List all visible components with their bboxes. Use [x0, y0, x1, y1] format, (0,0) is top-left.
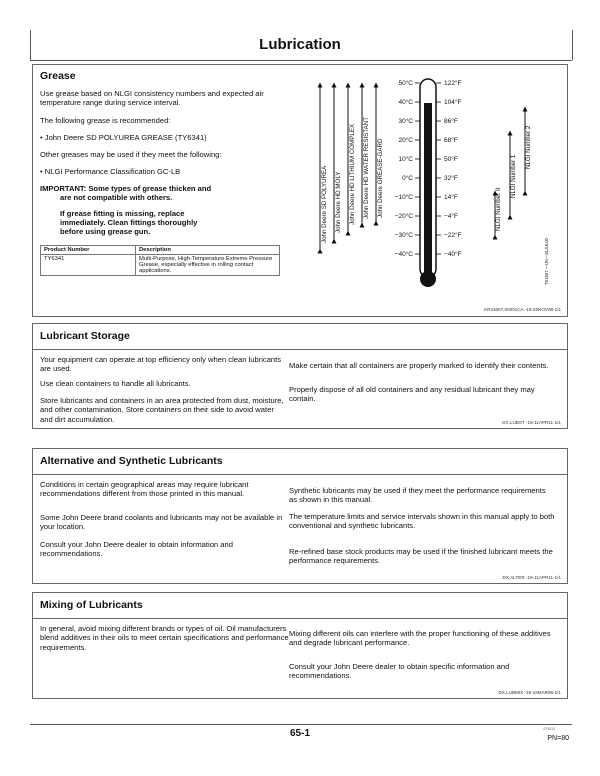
- label-nlgi-2: NLGI Number 2: [525, 125, 532, 169]
- fahrenheit-label: 32°F: [444, 175, 458, 183]
- page-title: Lubrication: [259, 36, 341, 53]
- storage-section: [32, 323, 568, 429]
- celsius-label: 40°C: [398, 99, 413, 107]
- product-table: [40, 245, 280, 276]
- label-sd-polyurea: John Deere SD POLYUREA: [321, 165, 328, 243]
- table-cell-description: Multi-Purpose, High-Temperature Extreme Pressure Grease, especially effective in rolling contact applications.: [136, 255, 280, 276]
- label-grease-gard: John Deere GREASE-GARD: [377, 138, 384, 218]
- footer-rule: [30, 724, 572, 725]
- celsius-label: 30°C: [398, 118, 413, 126]
- alternative-right-p3: Re-refined base stock products may be used if the finished lubricant meets the performance requirements.: [289, 547, 553, 566]
- grease-bullet1: • John Deere SD POLYUREA GREASE (TY6341): [40, 133, 207, 142]
- table-header-description: Description: [136, 246, 280, 255]
- grease-para1: Use grease based on NLGI consistency numbers and expected air temperature range during service interval.: [40, 89, 264, 108]
- celsius-label: −40°C: [394, 251, 413, 259]
- celsius-label: 0°C: [402, 175, 413, 183]
- thermometer-mercury: [424, 103, 432, 273]
- grease-section: [32, 64, 568, 317]
- important-line1: IMPORTANT: Some types of grease thicken and: [40, 184, 212, 193]
- mixing-section: [32, 592, 568, 699]
- storage-ref: DX,LUBST -19-11APR11-1/1: [502, 420, 561, 425]
- table-cell-product: TY6341: [41, 255, 136, 276]
- label-hd-lithium: John Deere HD LITHIUM COMPLEX: [349, 123, 356, 225]
- fahrenheit-label: −22°F: [444, 232, 462, 240]
- alternative-ref: DX,ALTER -19-11APR11-1/1: [502, 575, 561, 580]
- fahrenheit-label: 86°F: [444, 118, 458, 126]
- grease-para2: The following grease is recommended:: [40, 116, 171, 125]
- storage-left-p2: Use clean containers to handle all lubricants.: [40, 379, 191, 388]
- image-code: TS1667 —UN—31JUL00: [544, 237, 549, 285]
- title-rule: [30, 60, 572, 61]
- celsius-label: −20°C: [394, 213, 413, 221]
- table-header-product: Product Number: [41, 246, 136, 255]
- celsius-label: 20°C: [398, 137, 413, 145]
- thermometer-bulb: [420, 271, 436, 287]
- important-line4: immediately. Clean fittings thoroughly: [60, 218, 198, 227]
- celsius-label: 10°C: [398, 156, 413, 164]
- important-line5: before using grease gun.: [60, 227, 151, 236]
- fahrenheit-label: 14°F: [444, 194, 458, 202]
- celsius-label: −10°C: [394, 194, 413, 202]
- label-nlgi-1: NLGI Number 1: [510, 154, 517, 198]
- fahrenheit-label: −4°F: [444, 213, 458, 221]
- pn-number: PN=80: [547, 735, 569, 742]
- celsius-label: 50°C: [398, 80, 413, 88]
- storage-right-p1: Make certain that all containers are properly marked to identify their contents.: [289, 361, 549, 370]
- mixing-title: Mixing of Lubricants: [40, 599, 143, 611]
- alternative-left-p1: Conditions in certain geographical areas may require lubricant recommendations different from those printed in this manual.: [40, 480, 249, 499]
- grease-para3: Other greases may be used if they meet the following:: [40, 150, 222, 159]
- important-line2: are not compatible with others.: [60, 193, 173, 202]
- page-number: 65-1: [289, 728, 310, 739]
- storage-left-p1: Your equipment can operate at top efficiency only when clean lubricants are used.: [40, 355, 282, 374]
- mixing-ref: DX,LUBMIX -19-18MAR96-1/1: [498, 690, 561, 695]
- storage-right-p2: Properly dispose of all old containers and any residual lubricant they may contain.: [289, 385, 535, 404]
- alternative-right-p2: The temperature limits and service intervals shown in this manual apply to both conventional and synthetic lubricants.: [289, 512, 555, 531]
- grease-bullet2: • NLGI Performance Classification GC-LB: [40, 167, 181, 176]
- label-hd-moly: John Deere HD MOLY: [335, 171, 342, 233]
- alternative-section: [32, 448, 568, 584]
- grease-ref: KR43067,00001CA -19-25NOV08-1/1: [484, 307, 561, 312]
- celsius-label: −30°C: [394, 232, 413, 240]
- alternative-left-p2: Some John Deere brand coolants and lubricants may not be available in your location.: [40, 513, 283, 532]
- fahrenheit-label: 122°F: [444, 80, 462, 88]
- mixing-right-p2: Consult your John Deere dealer to obtain specific information and recommendations.: [289, 662, 510, 681]
- label-nlgi-0: NLGI Number 0: [495, 187, 502, 231]
- fahrenheit-label: 68°F: [444, 137, 458, 145]
- alternative-title: Alternative and Synthetic Lubricants: [40, 455, 223, 467]
- fahrenheit-label: −40°F: [444, 251, 462, 259]
- table-row: [41, 255, 280, 276]
- storage-title: Lubricant Storage: [40, 330, 130, 342]
- important-line3: If grease fitting is missing, replace: [60, 209, 185, 218]
- storage-left-p3: Store lubricants and containers in an area protected from dust, moisture, and other contamination. Store containers on their side to avoid water and dirt accumulation.: [40, 396, 284, 424]
- label-hd-water: John Deere HD WATER RESISTANT: [363, 117, 370, 219]
- alternative-right-p1: Synthetic lubricants may be used if they meet the performance requirements as shown in this manual.: [289, 486, 546, 505]
- mixing-right-p1: Mixing different oils can interfere with the proper functioning of these additives and degrade lubricant performance.: [289, 629, 551, 648]
- grease-title: Grease: [40, 70, 76, 82]
- fahrenheit-label: 104°F: [444, 99, 462, 107]
- footer-small-code: 071613: [543, 727, 555, 731]
- grease-temperature-diagram: [303, 73, 563, 293]
- fahrenheit-label: 50°F: [444, 156, 458, 164]
- alternative-left-p3: Consult your John Deere dealer to obtain information and recommendations.: [40, 540, 233, 559]
- mixing-left-p1: In general, avoid mixing different brands or types of oil. Oil manufacturers blend additives in their oils to meet certain specifications and performance requirements.: [40, 624, 289, 652]
